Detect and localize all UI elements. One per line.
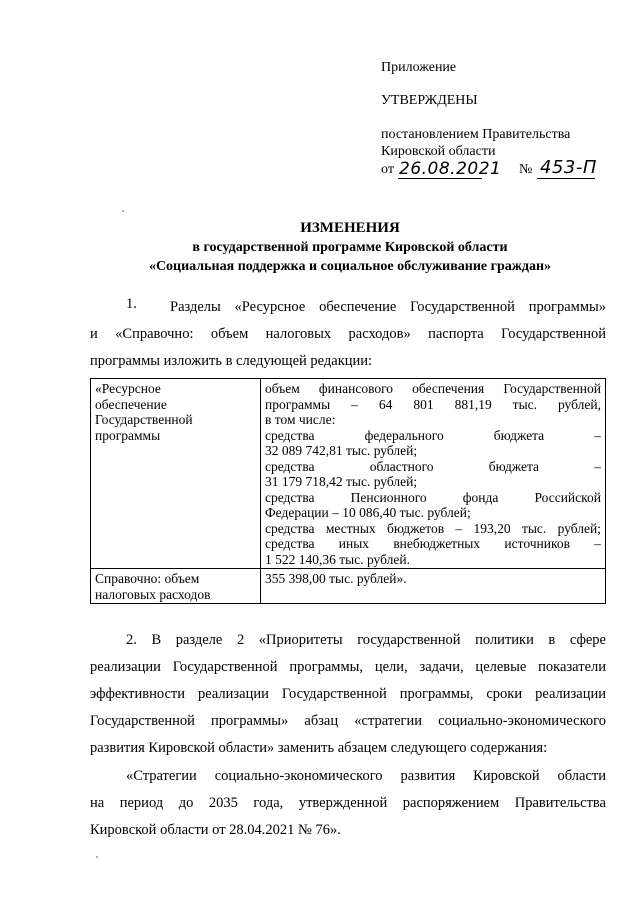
row-1-value-line: средства Пенсионного фонда Российской: [265, 489, 601, 505]
item-2-line: 2. В разделе 2 «Приоритеты государственной политики в сфере: [126, 632, 606, 648]
item-1-paragraph-cont: [90, 323, 606, 373]
quote-line: на период до 2035 года, утвержденной распоряжением Правительства: [90, 795, 606, 811]
appendix-label: Приложение: [381, 60, 457, 75]
item-1-line: Разделы «Ресурсное обеспечение Государственной программы»: [170, 299, 606, 315]
item-1-number: 1.: [126, 296, 137, 312]
approved-label: УТВЕРЖДЕНЫ: [381, 93, 478, 108]
row-1-value-line: программы – 64 801 881,19 тыс. рублей,: [265, 396, 601, 412]
resolution-line-2: Кировской области: [381, 144, 496, 159]
number-prefix: №: [519, 162, 533, 177]
number-underline: [537, 178, 595, 179]
row-2-label-line: налоговых расходов: [95, 586, 211, 602]
row-1-label-line: обеспечение: [95, 396, 167, 412]
row-1-label-cell: [91, 379, 261, 569]
row-1-value-line: Федерации – 10 086,40 тыс. рублей;: [265, 505, 471, 520]
item-2-line: Государственной программы» абзац «стратегии социально-экономического: [90, 713, 606, 729]
resolution-line-1: постановлением Правительства: [381, 127, 571, 142]
row-1-value-line: объем финансового обеспечения Государственной: [265, 381, 601, 396]
row-1-value-line: средства федерального бюджета –: [265, 427, 601, 443]
item-2-line: развития Кировской области» заменить абзацем следующего содержания:: [90, 740, 548, 756]
row-2-value: 355 398,00 тыс. рублей».: [265, 571, 407, 586]
row-1-value-cell: [261, 379, 606, 569]
scan-speck: [96, 856, 98, 858]
table-row: [91, 569, 606, 604]
title-program-name: «Социальная поддержка и социальное обслуживание граждан»: [148, 259, 552, 274]
quote-paragraph: [90, 765, 606, 842]
row-1-value-line: 32 089 742,81 тыс. рублей;: [265, 443, 418, 458]
row-2-label-line: Справочно: объем: [95, 571, 200, 586]
handwritten-number: 453-П: [540, 157, 597, 178]
item-1-line: программы изложить в следующей редакции:: [90, 353, 373, 369]
date-underline: [398, 178, 482, 179]
handwritten-date: 26.08.2021: [399, 159, 502, 179]
row-1-value-line: 31 179 718,42 тыс. рублей;: [265, 474, 418, 489]
scan-speck: [122, 210, 124, 212]
row-1-label-line: «Ресурсное: [95, 381, 161, 396]
quote-line: Кировской области от 28.04.2021 № 76».: [90, 822, 341, 838]
row-1-value-line: средства местных бюджетов – 193,20 тыс. рублей;: [265, 520, 601, 536]
row-2-value-cell: [261, 569, 606, 604]
item-1-line: и «Справочно: объем налоговых расходов» паспорта Государственной: [90, 326, 606, 342]
item-1-paragraph: [170, 296, 606, 319]
row-1-value-line: в том числе:: [265, 412, 336, 427]
row-1-label-line: Государственной: [95, 412, 193, 427]
quote-line: «Стратегии социально-экономического развития Кировской области: [126, 768, 606, 784]
title-heading: ИЗМЕНЕНИЯ: [300, 220, 400, 236]
row-2-label-cell: [91, 569, 261, 604]
item-2-paragraph: [90, 629, 606, 760]
item-2-line: реализации Государственной программы, цели, задачи, целевые показатели: [90, 659, 606, 675]
row-1-value-line: средства иных внебюджетных источников –: [265, 536, 601, 551]
title-subheading: в государственной программе Кировской области: [192, 240, 508, 255]
row-1-value-line: 1 522 140,36 тыс. рублей.: [265, 551, 410, 567]
date-prefix: от: [381, 162, 394, 177]
row-1-label-line: программы: [95, 427, 161, 443]
table-row: [91, 379, 606, 569]
item-2-line: эффективности реализации Государственной программы, сроки реализации: [90, 686, 606, 702]
row-1-value-line: средства областного бюджета –: [265, 458, 601, 474]
resource-table: [90, 378, 606, 604]
